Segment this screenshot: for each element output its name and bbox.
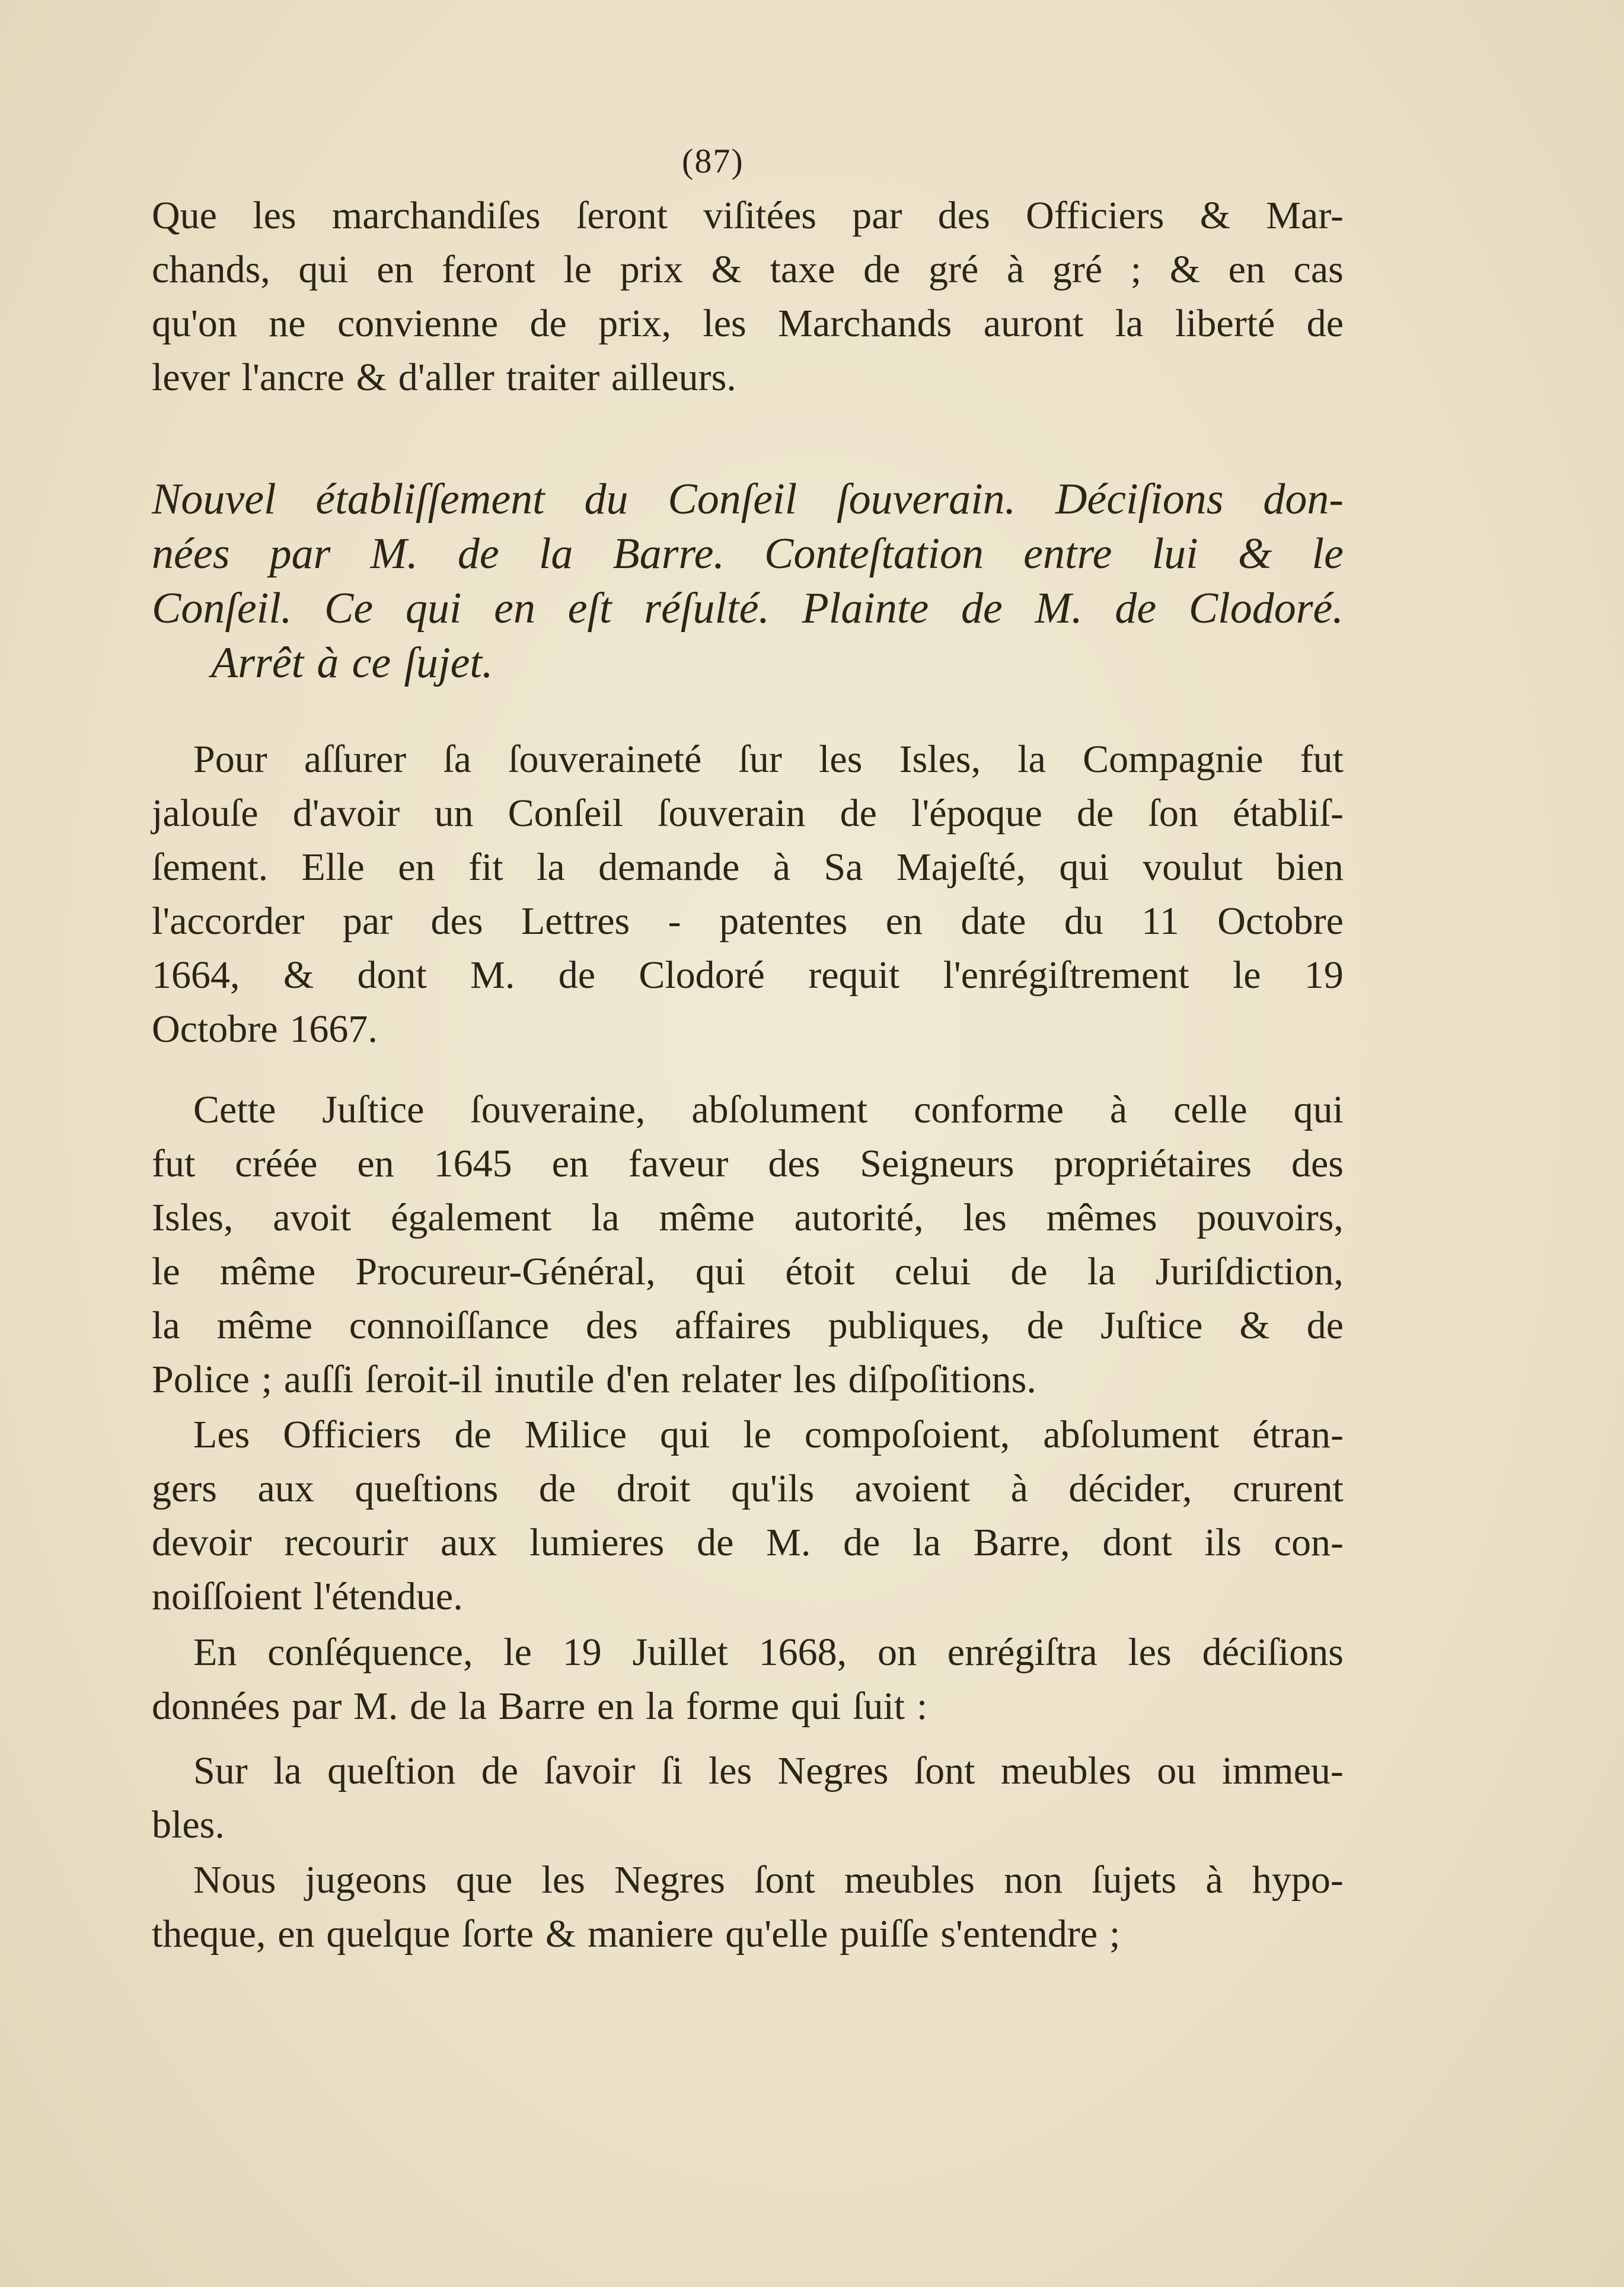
paragraph <box>152 732 1344 1056</box>
text-line: Sur la queſtion de ſavoir ſi les Negres ſont meubles ou immeu- <box>193 1749 1344 1792</box>
text-line: bles. <box>152 1803 225 1846</box>
text-line: jalouſe d'avoir un Conſeil ſouverain de l'époque de ſon établiſ- <box>152 792 1344 835</box>
page-number: (87) <box>682 142 744 180</box>
text-line: Nous jugeons que les Negres ſont meubles non ſujets à hypo- <box>193 1858 1344 1902</box>
paragraph <box>152 189 1344 404</box>
section-heading <box>152 472 1344 690</box>
heading-line: Conſeil. Ce qui en eſt réſulté. Plainte de M. de Clodoré. <box>152 584 1344 633</box>
text-line: theque, en quelque ſorte & maniere qu'elle puiſſe s'entendre ; <box>152 1912 1121 1956</box>
heading-line: Arrêt à ce ſujet. <box>211 639 493 687</box>
text-line: qu'on ne convienne de prix, les Marchands auront la liberté de <box>152 302 1344 345</box>
paragraph <box>152 1744 1344 1852</box>
text-line: ſement. Elle en fit la demande à Sa Majeſté, qui voulut bien <box>152 846 1344 889</box>
text-line: 1664, & dont M. de Clodoré requit l'enrégiſtrement le 19 <box>152 953 1344 997</box>
text-line: données par M. de la Barre en la forme qui ſuit : <box>152 1685 928 1728</box>
text-line: Les Officiers de Milice qui le compoſoient, abſolument étran- <box>193 1413 1344 1456</box>
text-line: Isles, avoit également la même autorité, les mêmes pouvoirs, <box>152 1196 1344 1239</box>
text-line: Octobre 1667. <box>152 1007 378 1051</box>
text-line: Cette Juſtice ſouveraine, abſolument conforme à celle qui <box>193 1088 1344 1131</box>
heading-line: nées par M. de la Barre. Conteſtation entre lui & le <box>152 530 1344 578</box>
text-line: Police ; auſſi ſeroit-il inutile d'en relater les diſpoſitions. <box>152 1358 1036 1401</box>
text-line: fut créée en 1645 en faveur des Seigneurs propriétaires des <box>152 1142 1344 1185</box>
text-line: noiſſoient l'étendue. <box>152 1575 463 1618</box>
text-line: le même Procureur-Général, qui étoit celui de la Juriſdiction, <box>152 1250 1344 1293</box>
text-line: devoir recourir aux lumieres de M. de la Barre, dont ils con- <box>152 1521 1344 1564</box>
text-line: gers aux queſtions de droit qu'ils avoient à décider, crurent <box>152 1467 1344 1510</box>
heading-line: Nouvel établiſſement du Conſeil ſouverain. Déciſions don- <box>152 475 1344 524</box>
text-line: En conſéquence, le 19 Juillet 1668, on enrégiſtra les déciſions <box>193 1631 1344 1674</box>
text-line: la même connoiſſance des affaires publiques, de Juſtice & de <box>152 1304 1344 1347</box>
paragraph <box>152 1408 1344 1623</box>
text-line: Pour aſſurer ſa ſouveraineté ſur les Isles, la Compagnie fut <box>193 738 1344 781</box>
paragraph <box>152 1625 1344 1733</box>
paragraph <box>152 1853 1344 1961</box>
text-line: Que les marchandiſes ſeront viſitées par des Officiers & Mar- <box>152 194 1344 237</box>
text-line: l'accorder par des Lettres - patentes en date du 11 Octobre <box>152 900 1344 943</box>
text-line: chands, qui en feront le prix & taxe de gré à gré ; & en cas <box>152 248 1344 291</box>
paragraph <box>152 1083 1344 1406</box>
text-line: lever l'ancre & d'aller traiter ailleurs. <box>152 356 736 399</box>
